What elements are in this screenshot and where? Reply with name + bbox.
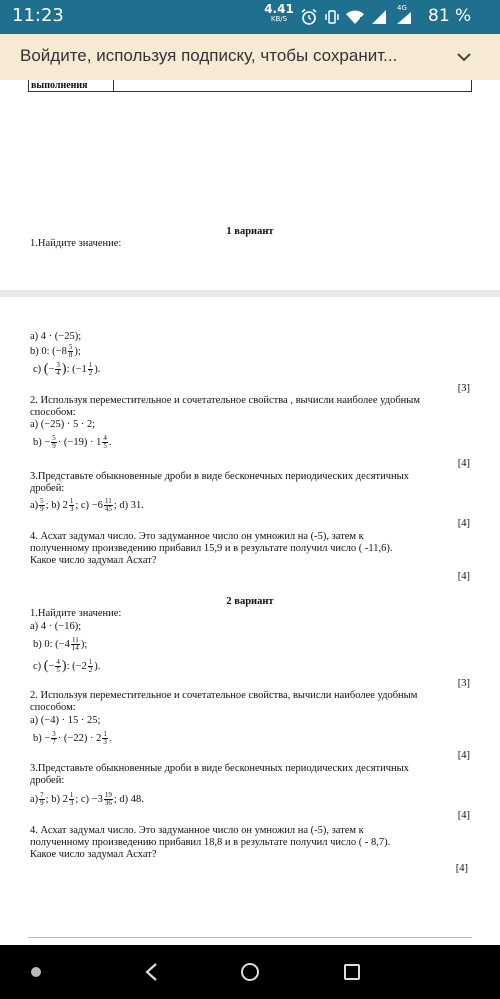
v1-t4-line1: 4. Асхат задумал число. Это задуманное число он умножил на (-5), затем к (30, 531, 364, 542)
v1-t2-b-fraction-1 (51, 435, 57, 450)
numerator: 3 (56, 361, 60, 369)
variant-2-title: 2 вариант (226, 596, 274, 607)
network-speed-unit: KB/S (270, 15, 288, 23)
denominator: 9 (40, 799, 44, 807)
nav-circle-icon[interactable] (24, 960, 48, 984)
v1-t1-c-mid: : (−1 (66, 363, 87, 375)
v2-t2-b-suffix: . (108, 732, 112, 744)
v1-t1-c-fraction-2 (88, 362, 94, 377)
battery-percent: 81 % (428, 6, 472, 26)
v1-t1-score: [3] (457, 383, 470, 394)
denominator: 14 (71, 644, 79, 652)
v2-t1-c-fraction-1 (55, 659, 61, 674)
v1-t4-line2: полученному произведению прибавил 15,9 и в результате получил число ( -11,6). (30, 543, 393, 554)
v2-t2-b (33, 731, 111, 746)
v1-t2-line1: 2. Используя переместительное и сочетательное свойства , вычисли наиболее удобным (30, 395, 421, 406)
numerator: 11 (71, 636, 79, 644)
numerator: 11 (104, 497, 112, 505)
v1-t3-line2: дробей: (30, 483, 65, 494)
numerator: 1 (69, 791, 74, 799)
denominator: 9 (52, 442, 56, 450)
v1-task1-heading: 1.Найдите значение: (30, 238, 122, 249)
v2-t2-line1: 2. Используя переместительное и сочетательное свойства, вычисли наиболее удобным (30, 690, 418, 701)
numerator: 7 (40, 791, 44, 799)
denominator: 7 (52, 738, 56, 746)
v2-t1-heading: 1.Найдите значение: (30, 608, 122, 619)
v1-t1-b-prefix: b) 0: (−8 (30, 345, 67, 357)
denominator: 3 (69, 505, 74, 513)
v2-t3-d: ; d) 48. (113, 793, 144, 805)
v2-t4-score: [4] (455, 863, 468, 874)
table-cell-divider (113, 80, 114, 91)
denominator: 5 (103, 442, 107, 450)
network-type-label: 4G (397, 4, 407, 12)
v2-t3-c-fraction (104, 792, 113, 807)
home-icon[interactable] (238, 960, 262, 984)
document-page-1 (0, 80, 500, 290)
numerator: 19 (104, 791, 112, 799)
v1-t1-c-fraction-1 (55, 362, 61, 377)
v1-t3-c-prefix: ; c) −6 (75, 499, 103, 511)
v1-t3-line1: 3.Представьте обыкновенные дроби в виде бесконечных периодических десятичных (30, 471, 409, 482)
table-fragment (28, 80, 472, 92)
v1-t2-a: а) (−25) · 5 · 2; (30, 419, 96, 430)
denominator: 9 (40, 505, 44, 513)
chevron-down-icon[interactable] (455, 48, 473, 66)
v1-t3-b-prefix: ; b) 2 (45, 499, 68, 511)
v2-t1-c-mid: : (−2 (66, 660, 87, 672)
v1-t2-line2: способом: (30, 407, 76, 418)
v2-t1-c-suffix: ). (94, 660, 101, 672)
subscription-banner[interactable] (0, 34, 500, 80)
table-cell-label: выполнения (31, 80, 88, 91)
v1-t1-a: а) 4 · (−25); (30, 331, 82, 342)
variant-1-title: 1 вариант (226, 226, 274, 237)
v2-t4-line2: полученному произведению прибавил 18,8 и в результате получил число ( - 8,7). (30, 837, 391, 848)
network-speed (262, 3, 296, 23)
v1-t3-b-fraction (69, 498, 75, 513)
numerator: 5 (52, 434, 56, 442)
v2-t1-c-prefix: c) (33, 660, 42, 672)
v1-t3-d: ; d) 31. (113, 499, 144, 511)
v2-t1-a: а) 4 · (−16); (30, 621, 82, 632)
table-top-border (28, 937, 472, 938)
v2-t3-b-prefix: ; b) 2 (45, 793, 68, 805)
v1-t3-a-fraction (39, 498, 45, 513)
v2-t3-a-prefix: а) (30, 793, 39, 805)
signal-2-icon (395, 8, 413, 26)
open-paren: ( (43, 361, 49, 377)
close-paren: ) (61, 658, 67, 674)
v2-t2-b-prefix: b) − (33, 732, 51, 744)
v1-t1-b (30, 344, 81, 359)
v2-t1-b-prefix: b) 0: (−4 (33, 638, 70, 650)
numerator: 3 (52, 730, 56, 738)
v2-t1-c: c) (− $\frac{4}{5}$ ): (−2 $\frac{1}{2}$ ). (33, 658, 101, 674)
v1-t3-a-prefix: а) (30, 499, 39, 511)
v1-t3-score: [4] (457, 518, 470, 529)
numerator: 5 (68, 343, 73, 351)
denominator: 45 (104, 505, 112, 513)
v1-t1-b-suffix: ); (74, 345, 81, 357)
v2-t2-b-fraction-2 (102, 731, 108, 746)
denominator: 3 (69, 799, 74, 807)
v1-t2-b-prefix: b) − (33, 436, 51, 448)
v2-t2-a: а) (−4) · 15 · 25; (30, 715, 101, 726)
v1-t4-line3: Какое число задумал Асхат? (30, 555, 157, 566)
v2-t1-score: [3] (457, 678, 470, 689)
v1-t4-score: [4] (457, 571, 470, 582)
navigation-bar (0, 945, 500, 999)
v2-t3-score: [4] (457, 810, 470, 821)
numerator: 5 (40, 497, 44, 505)
document-page-2 (0, 297, 500, 945)
numerator: 1 (88, 361, 93, 369)
alarm-icon (300, 8, 318, 26)
vibrate-icon (323, 8, 341, 26)
v1-t2-b-mid: · (−19) · 1 (57, 436, 102, 448)
v1-t2-b (33, 435, 111, 450)
v2-t2-b-mid: · (−22) · 2 (57, 732, 102, 744)
denominator: 4 (56, 369, 60, 377)
v1-t3-c-fraction (104, 498, 113, 513)
v2-t3-a-fraction (39, 792, 45, 807)
network-speed-value: 4.41 (264, 2, 294, 16)
v2-t1-b-suffix: ); (80, 638, 88, 650)
close-paren: ) (61, 361, 67, 377)
signal-1-icon (370, 8, 388, 26)
v2-t2-score: [4] (457, 750, 470, 761)
v1-t2-score: [4] (457, 458, 470, 469)
recents-icon[interactable] (340, 960, 364, 984)
status-time: 11:23 (12, 5, 64, 26)
wifi-icon (345, 8, 365, 26)
v1-t2-b-suffix: . (108, 436, 112, 448)
numerator: 1 (103, 730, 107, 738)
v2-t1-c-fraction-2 (88, 659, 94, 674)
denominator: 36 (104, 799, 112, 807)
v2-t1-b (33, 637, 87, 652)
numerator: 1 (69, 497, 74, 505)
v2-t3-c-prefix: ; c) −3 (75, 793, 103, 805)
v2-t4-line1: 4. Асхат задумал число. Это задуманное число он умножил на (-5), затем к (30, 825, 364, 836)
v2-t3-b-fraction (69, 792, 75, 807)
v1-t1-c: c) (− $\frac{3}{4}$ ): (−1 $\frac{1}{2}$ ). (33, 361, 101, 377)
v2-t4-line3: Какое число задумал Асхат? (30, 849, 157, 860)
v2-t3-line1: 3.Представьте обыкновенные дроби в виде бесконечных периодических десятичных (30, 763, 409, 774)
denominator: 5 (56, 666, 60, 674)
v1-t2-b-fraction-2 (102, 435, 108, 450)
back-icon[interactable] (140, 960, 164, 984)
numerator: 4 (103, 434, 107, 442)
v1-t1-b-fraction (68, 344, 74, 359)
numerator: 4 (56, 658, 60, 666)
v1-t3-items (30, 498, 144, 513)
v2-t3-line2: дробей: (30, 775, 65, 786)
v2-t2-b-fraction-1 (51, 731, 57, 746)
denominator: 3 (103, 738, 107, 746)
open-paren: ( (43, 658, 49, 674)
v2-t3-items (30, 792, 144, 807)
status-bar (0, 0, 500, 34)
v2-t1-b-fraction (71, 637, 80, 652)
numerator: 1 (88, 658, 93, 666)
v1-t1-c-suffix: ). (94, 363, 101, 375)
denominator: 2 (88, 369, 93, 377)
denominator: 2 (88, 666, 93, 674)
v2-t2-line2: способом: (30, 702, 76, 713)
subscription-banner-text[interactable]: Войдите, используя подписку, чтобы сохранит... (20, 46, 398, 65)
denominator: 8 (68, 351, 73, 359)
v1-t1-c-prefix: c) (33, 363, 42, 375)
